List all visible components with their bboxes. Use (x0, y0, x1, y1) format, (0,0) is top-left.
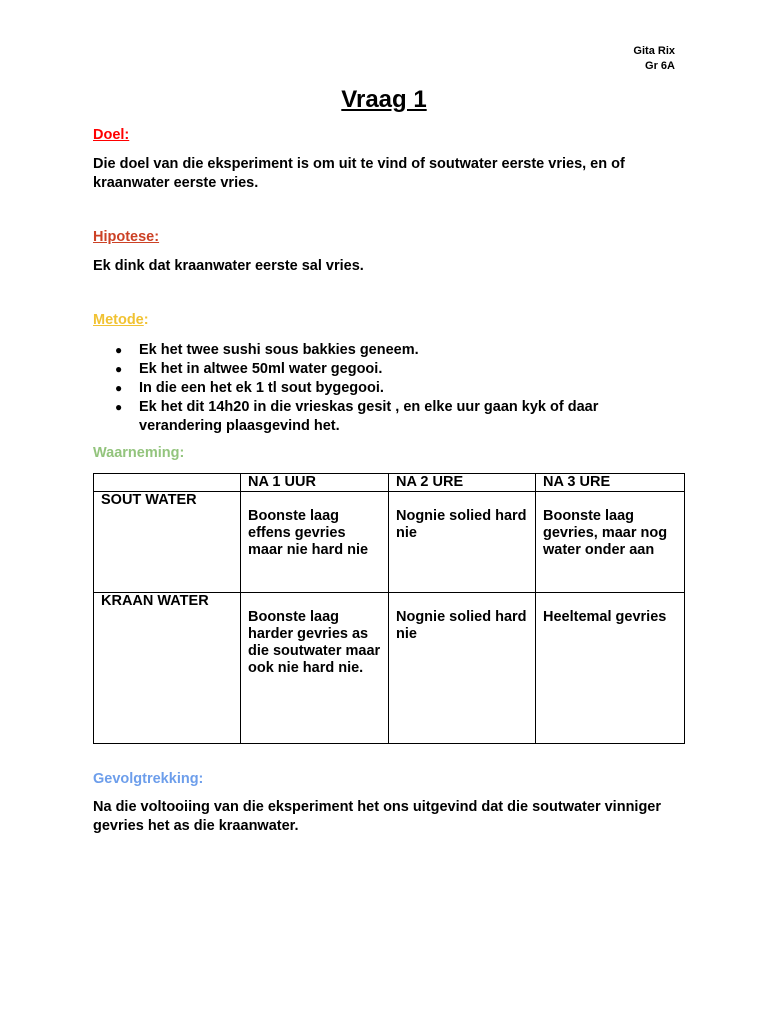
table-cell-text: Boonste laag harder gevries as die soutwater maar ook nie hard nie. (248, 609, 381, 676)
metode-heading-colon: : (143, 312, 149, 328)
list-item-text: Ek het dit 14h20 in die vrieskas gesit , en elke uur gaan kyk of daar verandering plaasgevind het. (139, 399, 599, 434)
row-label: KRAAN WATER (94, 593, 241, 744)
list-item-text: Ek het in altwee 50ml water gegooi. (139, 361, 383, 377)
table-header-cell (94, 474, 241, 492)
table-cell (536, 593, 685, 744)
table-cell-text: Boonste laag gevries, maar nog water onder aan (543, 508, 668, 558)
author-grade: Gr 6A (645, 60, 675, 72)
table-row (94, 593, 685, 744)
table-cell (241, 492, 389, 593)
doel-text: Die doel van die eksperiment is om uit te vind of soutwater eerste vries, en of kraanwater eerste vries. (93, 156, 625, 191)
row-label: SOUT WATER (94, 492, 241, 593)
hipotese-heading: Hipotese: (93, 229, 160, 245)
table-header-cell: NA 1 UUR (241, 474, 389, 492)
bullet-icon: ● (115, 381, 123, 395)
table-header-cell: NA 3 URE (536, 474, 685, 492)
table-header-cell: NA 2 URE (389, 474, 536, 492)
table-cell-text: Nognie solied hard nie (396, 609, 527, 642)
observation-table (93, 473, 685, 744)
bullet-icon: ● (115, 400, 123, 414)
table-cell (389, 593, 536, 744)
table-cell-text: Boonste laag effens gevries maar nie hard nie (248, 508, 369, 558)
list-item (93, 360, 683, 379)
author-block (633, 44, 675, 74)
gevolgtrekking-heading: Gevolgtrekking: (93, 771, 204, 787)
page-title: Vraag 1 (341, 86, 427, 113)
doel-heading: Doel: (93, 127, 130, 143)
list-item (93, 398, 683, 436)
table-cell (241, 593, 389, 744)
bullet-icon: ● (115, 343, 123, 357)
list-item (93, 341, 683, 360)
table-cell-text: Nognie solied hard nie (396, 508, 527, 541)
metode-heading-label: Metode (93, 312, 144, 328)
list-item-text: Ek het twee sushi sous bakkies geneem. (139, 342, 419, 358)
list-item (93, 379, 683, 398)
metode-heading (93, 312, 149, 328)
table-cell (536, 492, 685, 593)
author-name: Gita Rix (633, 45, 675, 57)
table-cell (389, 492, 536, 593)
list-item-text: In die een het ek 1 tl sout bygegooi. (139, 380, 384, 396)
hipotese-text: Ek dink dat kraanwater eerste sal vries. (93, 258, 364, 274)
table-cell-text: Heeltemal gevries (543, 609, 667, 625)
table-header-row (94, 474, 685, 492)
gevolgtrekking-text: Na die voltooiing van die eksperiment het ons uitgevind dat die soutwater vinniger gevries het as die kraanwater. (93, 799, 662, 834)
method-list (93, 341, 683, 436)
bullet-icon: ● (115, 362, 123, 376)
table-row (94, 492, 685, 593)
waarneming-heading: Waarneming: (93, 445, 185, 461)
